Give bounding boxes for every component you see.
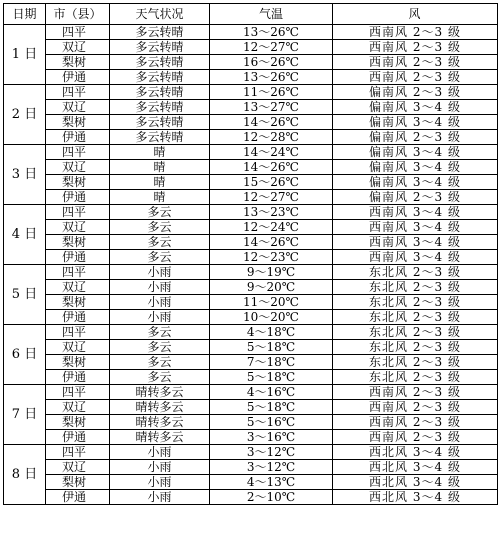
wind-cell: 偏南风 3～4 级 <box>333 160 498 175</box>
city-cell: 伊通 <box>46 70 110 85</box>
wind-cell: 偏南风 3～4 级 <box>333 115 498 130</box>
weather-cell: 小雨 <box>110 490 210 505</box>
wind-cell: 东北风 2～3 级 <box>333 370 498 385</box>
wind-cell: 西北风 3～4 级 <box>333 460 498 475</box>
table-row <box>4 175 498 190</box>
table-row <box>4 400 498 415</box>
wind-cell: 西南风 2～3 级 <box>333 415 498 430</box>
wind-cell: 西南风 2～3 级 <box>333 40 498 55</box>
wind-cell: 西南风 3～4 级 <box>333 220 498 235</box>
header-weather: 天气状况 <box>110 4 210 25</box>
table-row <box>4 280 498 295</box>
header-date: 日期 <box>4 4 46 25</box>
temperature-cell: 3～12℃ <box>210 445 333 460</box>
city-cell: 梨树 <box>46 415 110 430</box>
wind-cell: 西北风 3～4 级 <box>333 475 498 490</box>
weather-cell: 小雨 <box>110 445 210 460</box>
table-row <box>4 70 498 85</box>
table-row <box>4 250 498 265</box>
city-cell: 双辽 <box>46 220 110 235</box>
city-cell: 四平 <box>46 265 110 280</box>
header-city: 市（县） <box>46 4 110 25</box>
wind-cell: 偏南风 3～4 级 <box>333 175 498 190</box>
temperature-cell: 5～18℃ <box>210 400 333 415</box>
city-cell: 四平 <box>46 445 110 460</box>
temperature-cell: 12～23℃ <box>210 250 333 265</box>
table-row <box>4 85 498 100</box>
city-cell: 伊通 <box>46 430 110 445</box>
header-row <box>4 4 498 25</box>
weather-cell: 晴 <box>110 175 210 190</box>
weather-cell: 多云 <box>110 370 210 385</box>
temperature-cell: 13～26℃ <box>210 25 333 40</box>
day-label: 8 日 <box>4 445 46 505</box>
city-cell: 梨树 <box>46 55 110 70</box>
wind-cell: 东北风 2～3 级 <box>333 355 498 370</box>
weather-cell: 晴转多云 <box>110 400 210 415</box>
day-label: 2 日 <box>4 85 46 145</box>
temperature-cell: 15～26℃ <box>210 175 333 190</box>
day-label: 7 日 <box>4 385 46 445</box>
temperature-cell: 4～13℃ <box>210 475 333 490</box>
wind-cell: 西南风 3～4 级 <box>333 205 498 220</box>
city-cell: 梨树 <box>46 355 110 370</box>
forecast-document <box>3 3 497 550</box>
city-cell: 四平 <box>46 85 110 100</box>
wind-cell: 偏南风 3～4 级 <box>333 145 498 160</box>
weather-cell: 晴 <box>110 190 210 205</box>
wind-cell: 西北风 3～4 级 <box>333 445 498 460</box>
table-row <box>4 130 498 145</box>
wind-cell: 西南风 2～3 级 <box>333 400 498 415</box>
weather-cell: 多云转晴 <box>110 115 210 130</box>
weather-cell: 多云转晴 <box>110 25 210 40</box>
city-cell: 伊通 <box>46 130 110 145</box>
table-row <box>4 325 498 340</box>
city-cell: 伊通 <box>46 190 110 205</box>
city-cell: 梨树 <box>46 295 110 310</box>
weather-cell: 多云 <box>110 325 210 340</box>
temperature-cell: 11～26℃ <box>210 85 333 100</box>
table-row <box>4 115 498 130</box>
weather-cell: 多云转晴 <box>110 100 210 115</box>
table-row <box>4 460 498 475</box>
wind-cell: 西南风 2～3 级 <box>333 385 498 400</box>
temperature-cell: 9～19℃ <box>210 265 333 280</box>
city-cell: 双辽 <box>46 280 110 295</box>
table-row <box>4 430 498 445</box>
weather-cell: 晴转多云 <box>110 430 210 445</box>
weather-cell: 多云转晴 <box>110 85 210 100</box>
weather-cell: 多云 <box>110 205 210 220</box>
weather-cell: 多云 <box>110 250 210 265</box>
temperature-cell: 10～20℃ <box>210 310 333 325</box>
weather-cell: 小雨 <box>110 475 210 490</box>
table-row <box>4 235 498 250</box>
temperature-cell: 5～18℃ <box>210 370 333 385</box>
city-cell: 双辽 <box>46 160 110 175</box>
temperature-cell: 14～24℃ <box>210 145 333 160</box>
table-row <box>4 415 498 430</box>
city-cell: 四平 <box>46 385 110 400</box>
weather-cell: 晴 <box>110 160 210 175</box>
weather-cell: 多云转晴 <box>110 40 210 55</box>
city-cell: 伊通 <box>46 310 110 325</box>
table-row <box>4 355 498 370</box>
table-row <box>4 55 498 70</box>
wind-cell: 东北风 2～3 级 <box>333 265 498 280</box>
city-cell: 伊通 <box>46 490 110 505</box>
temperature-cell: 14～26℃ <box>210 160 333 175</box>
weather-cell: 多云转晴 <box>110 70 210 85</box>
city-cell: 双辽 <box>46 40 110 55</box>
day-label: 3 日 <box>4 145 46 205</box>
wind-cell: 西南风 3～4 级 <box>333 250 498 265</box>
table-row <box>4 310 498 325</box>
temperature-cell: 3～12℃ <box>210 460 333 475</box>
city-cell: 梨树 <box>46 175 110 190</box>
wind-cell: 偏南风 2～3 级 <box>333 85 498 100</box>
weather-cell: 晴转多云 <box>110 385 210 400</box>
city-cell: 四平 <box>46 145 110 160</box>
weather-cell: 小雨 <box>110 280 210 295</box>
temperature-cell: 12～24℃ <box>210 220 333 235</box>
city-cell: 梨树 <box>46 235 110 250</box>
city-cell: 双辽 <box>46 460 110 475</box>
temperature-cell: 16～26℃ <box>210 55 333 70</box>
city-cell: 梨树 <box>46 115 110 130</box>
table-row <box>4 25 498 40</box>
city-cell: 梨树 <box>46 475 110 490</box>
table-row <box>4 265 498 280</box>
temperature-cell: 12～28℃ <box>210 130 333 145</box>
temperature-cell: 3～16℃ <box>210 430 333 445</box>
table-row <box>4 40 498 55</box>
temperature-cell: 4～18℃ <box>210 325 333 340</box>
temperature-cell: 2～10℃ <box>210 490 333 505</box>
table-row <box>4 205 498 220</box>
weather-cell: 小雨 <box>110 295 210 310</box>
header-temperature: 气温 <box>210 4 333 25</box>
city-cell: 四平 <box>46 25 110 40</box>
wind-cell: 东北风 2～3 级 <box>333 325 498 340</box>
city-cell: 四平 <box>46 325 110 340</box>
wind-cell: 偏南风 2～3 级 <box>333 190 498 205</box>
temperature-cell: 13～23℃ <box>210 205 333 220</box>
day-label: 1 日 <box>4 25 46 85</box>
wind-cell: 东北风 2～3 级 <box>333 280 498 295</box>
city-cell: 四平 <box>46 205 110 220</box>
table-row <box>4 220 498 235</box>
table-row <box>4 445 498 460</box>
temperature-cell: 13～27℃ <box>210 100 333 115</box>
weather-cell: 晴转多云 <box>110 415 210 430</box>
day-label: 4 日 <box>4 205 46 265</box>
wind-cell: 西北风 3～4 级 <box>333 490 498 505</box>
weather-cell: 小雨 <box>110 310 210 325</box>
wind-cell: 偏南风 2～3 级 <box>333 130 498 145</box>
wind-cell: 西南风 2～3 级 <box>333 25 498 40</box>
wind-cell: 东北风 2～3 级 <box>333 310 498 325</box>
temperature-cell: 5～16℃ <box>210 415 333 430</box>
wind-cell: 偏南风 3～4 级 <box>333 100 498 115</box>
header-wind: 风 <box>333 4 498 25</box>
table-row <box>4 490 498 505</box>
city-cell: 双辽 <box>46 100 110 115</box>
table-row <box>4 190 498 205</box>
table-row <box>4 370 498 385</box>
temperature-cell: 13～26℃ <box>210 70 333 85</box>
table-row <box>4 475 498 490</box>
temperature-cell: 4～16℃ <box>210 385 333 400</box>
weather-cell: 多云转晴 <box>110 55 210 70</box>
wind-cell: 东北风 2～3 级 <box>333 295 498 310</box>
wind-cell: 西南风 2～3 级 <box>333 70 498 85</box>
temperature-cell: 14～26℃ <box>210 115 333 130</box>
table-row <box>4 145 498 160</box>
weather-cell: 多云 <box>110 340 210 355</box>
weather-forecast-table <box>3 3 498 505</box>
city-cell: 双辽 <box>46 400 110 415</box>
table-row <box>4 340 498 355</box>
wind-cell: 西南风 2～3 级 <box>333 55 498 70</box>
weather-cell: 小雨 <box>110 265 210 280</box>
weather-cell: 晴 <box>110 145 210 160</box>
city-cell: 伊通 <box>46 250 110 265</box>
wind-cell: 东北风 2～3 级 <box>333 340 498 355</box>
temperature-cell: 11～20℃ <box>210 295 333 310</box>
city-cell: 双辽 <box>46 340 110 355</box>
wind-cell: 西南风 2～3 级 <box>333 430 498 445</box>
table-row <box>4 160 498 175</box>
day-label: 5 日 <box>4 265 46 325</box>
city-cell: 伊通 <box>46 370 110 385</box>
weather-cell: 多云 <box>110 220 210 235</box>
table-row <box>4 100 498 115</box>
table-row <box>4 295 498 310</box>
temperature-cell: 14～26℃ <box>210 235 333 250</box>
temperature-cell: 9～20℃ <box>210 280 333 295</box>
temperature-cell: 12～27℃ <box>210 190 333 205</box>
weather-cell: 多云转晴 <box>110 130 210 145</box>
weather-cell: 多云 <box>110 235 210 250</box>
table-row <box>4 385 498 400</box>
wind-cell: 西南风 3～4 级 <box>333 235 498 250</box>
forecast-body <box>4 25 498 505</box>
weather-cell: 小雨 <box>110 460 210 475</box>
weather-cell: 多云 <box>110 355 210 370</box>
day-label: 6 日 <box>4 325 46 385</box>
temperature-cell: 12～27℃ <box>210 40 333 55</box>
temperature-cell: 5～18℃ <box>210 340 333 355</box>
temperature-cell: 7～18℃ <box>210 355 333 370</box>
